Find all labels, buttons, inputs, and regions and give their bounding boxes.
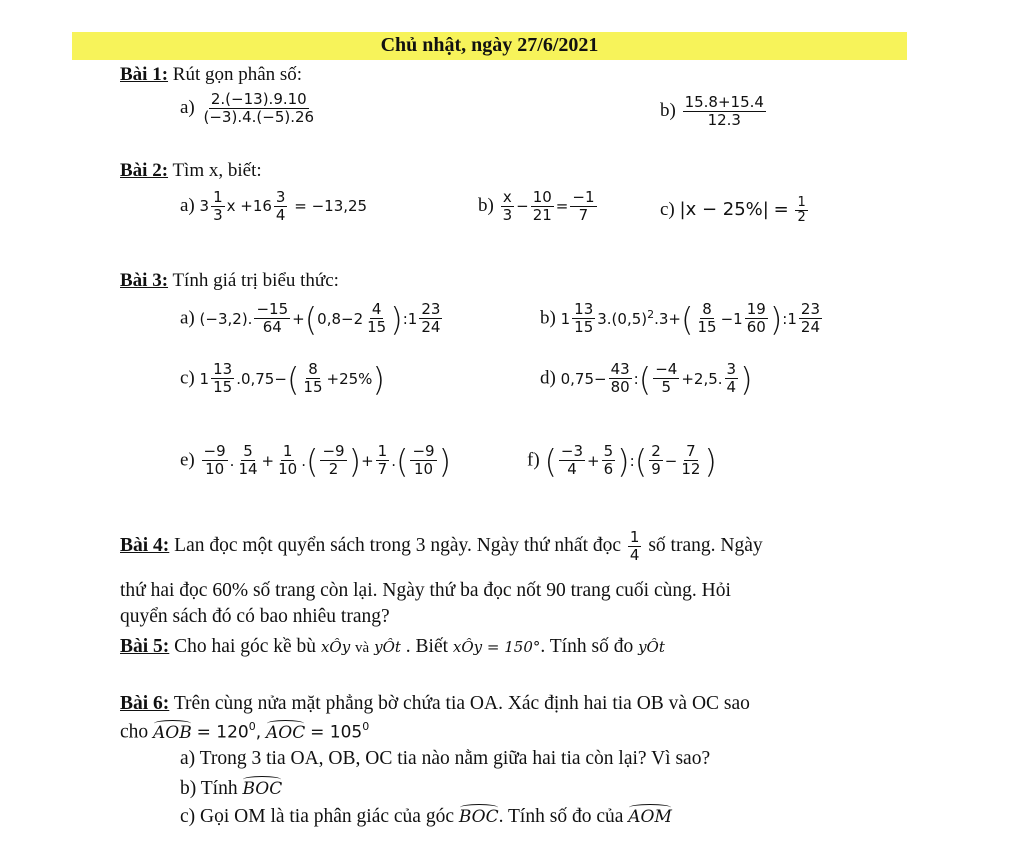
bai3-e xyxy=(180,442,451,480)
bai6-val-aob: = 120 xyxy=(196,722,249,743)
bai2-a xyxy=(180,190,367,223)
bai2-b-expression xyxy=(499,188,599,224)
bai4-frac-num: 1 xyxy=(629,528,640,546)
bai6-qc-pre: c) Gọi OM là tia phân giác của góc xyxy=(180,806,454,827)
date-banner xyxy=(72,32,907,60)
bai1-a-label: a) xyxy=(180,96,195,118)
bai1-a-fraction xyxy=(202,92,317,125)
bai2-label: Bài 2: xyxy=(120,160,169,181)
bai3-e-label: e) xyxy=(180,449,195,471)
bai2-b-op: − xyxy=(516,197,529,216)
bai2-a-n2: 3 xyxy=(275,188,286,206)
bai6-angle-aoc: AOC xyxy=(266,722,306,743)
bai4-line2: thứ hai đọc 60% số trang còn lại. Ngày thứ ba đọc nốt 90 trang cuối cùng. Hỏi xyxy=(120,580,731,601)
bai3-a xyxy=(180,300,444,338)
bai3-b-expression: 1 $\frac{13}{15}$ $3.(0,5)^2.3+$( $\frac{8}{15}$ −1 $\frac{19}{60}$ ):1 $\frac{23}{24}$ xyxy=(560,300,820,338)
bai2-a-rhs: = −13,25 xyxy=(294,197,368,216)
bai1-b xyxy=(660,95,768,128)
bai1-a-denominator: (−3).4.(−5).26 xyxy=(203,107,315,126)
bai3-b-label: b) xyxy=(540,307,556,329)
bai3-f-label: f) xyxy=(527,449,540,471)
bai4-frac-den: 4 xyxy=(629,545,640,564)
bai6-label: Bài 6: xyxy=(120,693,170,714)
bai6-angle-aom: AOM xyxy=(628,807,672,827)
bai1-a-numerator: 2.(−13).9.10 xyxy=(210,90,307,108)
bai3-text: Tính giá trị biểu thức: xyxy=(172,270,339,291)
bai5-label: Bài 5: xyxy=(120,636,170,657)
bai2-b-label: b) xyxy=(478,195,494,217)
bai2-a-whole1: 3 xyxy=(199,197,210,216)
bai4-label: Bài 4: xyxy=(120,535,170,557)
bai3-c-label: c) xyxy=(180,367,195,389)
bai3-f-expression: ( $\frac{-3}{4}$ + $\frac{5}{6}$ ):( $\frac{2}{9}$ − $\frac{7}{12}$ ) xyxy=(544,442,717,480)
bai2-a-label: a) xyxy=(180,195,195,217)
bai6-qc-mid: . Tính số đo của xyxy=(498,806,624,827)
bai2-b-n1: x xyxy=(502,188,512,206)
bai6-qb xyxy=(180,778,282,800)
bai3-heading-row xyxy=(120,270,339,292)
bai2-a-d1: 3 xyxy=(213,205,223,224)
bai3-c xyxy=(180,360,385,398)
bai6-qc xyxy=(180,806,672,828)
bai4-line1 xyxy=(120,530,763,563)
bai5-angle-xoy: xÔy xyxy=(320,638,351,656)
bai2-c-eq: = xyxy=(773,198,789,220)
bai1-b-fraction xyxy=(683,95,766,128)
bai3-b xyxy=(540,300,824,338)
bai6-angle-boc-b: BOC xyxy=(242,779,283,799)
bai2-a-mid: x +16 xyxy=(226,197,272,216)
bai3-a-label: a) xyxy=(180,307,195,329)
bai5-text1: Cho hai góc kề bù xyxy=(174,636,317,657)
bai1-label: Bài 1: xyxy=(120,64,169,85)
bai1-heading-row xyxy=(120,64,302,86)
bai6-val-aoc: = 105 xyxy=(310,722,363,743)
bai3-d xyxy=(540,360,753,398)
bai3-e-expression: $\frac{-9}{10}$ . $\frac{5}{14}$ + $\frac{1}{10}$ .( $\frac{-9}{2}$ )+ $\frac{1}{7}$ .( $\frac{-9}{10}$ ) xyxy=(203,442,452,480)
bai6-deg2: 0 xyxy=(362,720,370,733)
bai3-d-label: d) xyxy=(540,367,556,389)
bai3-c-expression: 1 $\frac{13}{15}$ .0,75−( $\frac{8}{15}$ +25%) xyxy=(199,360,385,398)
bai1-text: Rút gọn phân số: xyxy=(172,64,303,85)
bai6-line2: cho AOB = $120^0$, AOC = $105^0$ xyxy=(120,720,370,743)
bai3-d-expression: 0,75− $\frac{43}{80}$ :( $\frac{-4}{5}$ +2,5. $\frac{3}{4}$ ) xyxy=(560,360,753,398)
bai1-b-numerator: 15.8+15.4 xyxy=(684,93,764,111)
bai1-a xyxy=(180,92,318,125)
bai6-line1-text: Trên cùng nửa mặt phẳng bờ chứa tia OA. Xác định hai tia OB và OC sao xyxy=(173,693,750,714)
bai3-a-expression: (−3,2). $\frac{-15}{64}$ +(0,8−2 $\frac{4}{15}$ ):1 $\frac{23}{24}$ xyxy=(199,300,441,338)
bai2-c-abs-open: | xyxy=(679,198,686,220)
bai2-c-n: 1 xyxy=(797,195,806,210)
bai5-text3: . Tính số đo xyxy=(540,636,634,657)
bai6-angle-aob: AOB xyxy=(153,722,192,743)
bai6-qa: a) Trong 3 tia OA, OB, OC tia nào nằm giữa hai tia còn lại? Vì sao? xyxy=(180,748,711,769)
bai2-heading-row xyxy=(120,160,262,182)
bai2-c-abs-close: | xyxy=(762,198,769,220)
bai6-angle-boc-c: BOC xyxy=(458,807,499,827)
bai5-line xyxy=(120,636,665,658)
bai4-line1-pre: Lan đọc một quyển sách trong 3 ngày. Ngày thứ nhất đọc xyxy=(174,535,622,557)
bai2-a-expression xyxy=(199,188,368,224)
bai4-line3: quyển sách đó có bao nhiêu trang? xyxy=(120,606,390,627)
bai5-angle-given: xÔy = 150° xyxy=(452,638,541,656)
bai4-line1-post: số trang. Ngày xyxy=(648,535,763,557)
bai2-c-inner: x − 25% xyxy=(685,198,763,220)
bai2-a-d2: 4 xyxy=(275,205,286,224)
bai1-b-denominator: 12.3 xyxy=(707,110,741,129)
bai6-qb-pre: b) Tính xyxy=(180,778,238,799)
bai5-angle-yot: yÔt xyxy=(374,638,401,656)
bai3-f xyxy=(527,442,717,480)
bai6-line2-pre: cho xyxy=(120,721,149,743)
page-title: Chủ nhật, ngày 27/6/2021 xyxy=(380,34,599,56)
bai2-b-n3: −1 xyxy=(572,188,595,206)
bai2-b xyxy=(478,190,599,223)
bai2-c xyxy=(660,196,810,225)
bai2-text: Tìm x, biết: xyxy=(172,160,262,181)
bai5-and: và xyxy=(355,640,370,656)
bai5-text2: . Biết xyxy=(405,636,449,657)
bai2-c-d: 2 xyxy=(797,209,806,225)
bai2-b-n2: 10 xyxy=(532,188,552,206)
bai5-angle-target: yÔt xyxy=(638,638,665,656)
bai2-b-d2: 21 xyxy=(532,205,552,224)
bai3-label: Bài 3: xyxy=(120,270,169,291)
bai1-b-label: b) xyxy=(660,99,676,121)
bai2-a-n1: 1 xyxy=(213,188,223,206)
bai2-b-eq: = xyxy=(555,197,569,216)
bai2-b-d1: 3 xyxy=(502,205,513,224)
bai2-c-label: c) xyxy=(660,198,675,220)
bai2-b-d3: 7 xyxy=(578,205,589,224)
bai6-line1 xyxy=(120,693,750,715)
bai6-deg1: 0 xyxy=(248,720,256,733)
